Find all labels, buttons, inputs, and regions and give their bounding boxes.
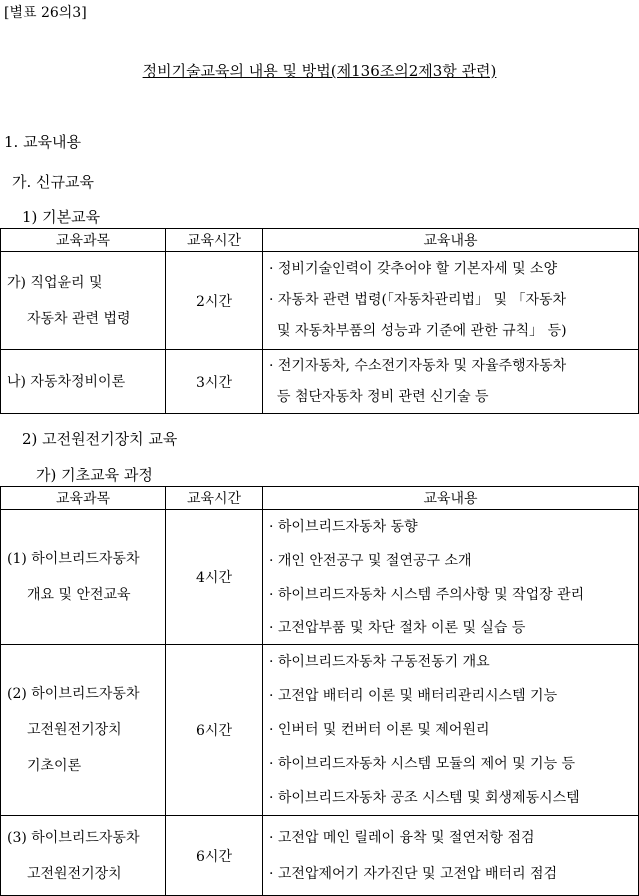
content-cell bbox=[263, 816, 639, 896]
content-line: · 고전압부품 및 차단 절차 이론 및 실습 등 bbox=[269, 620, 526, 636]
section-heading-1: 1. 교육내용 bbox=[4, 133, 82, 151]
subject-cell bbox=[1, 252, 166, 350]
content-line: · 고전압제어기 자가진단 및 고전압 배터리 점검 bbox=[269, 865, 558, 882]
high-voltage-table bbox=[0, 486, 639, 896]
content-cell bbox=[263, 510, 639, 645]
content-line: · 자동차 관련 법령(「자동차관리법」 및 「자동차 bbox=[269, 292, 567, 308]
hours-cell: 2시간 bbox=[166, 252, 263, 350]
header-content: 교육내용 bbox=[263, 229, 639, 252]
subject-line: 고전원전기장치 bbox=[27, 722, 122, 738]
subsection-basic-course: 가) 기초교육 과정 bbox=[36, 466, 153, 484]
table-row bbox=[1, 510, 639, 645]
hours-cell: 4시간 bbox=[166, 510, 263, 645]
table-row bbox=[1, 816, 639, 896]
header-hours: 교육시간 bbox=[166, 229, 263, 252]
page-title bbox=[0, 60, 639, 81]
subject-cell bbox=[1, 350, 166, 414]
section-heading-ga: 가. 신규교육 bbox=[12, 173, 94, 191]
table-row bbox=[1, 252, 639, 350]
header-subject: 교육과목 bbox=[1, 487, 166, 510]
table-header-row bbox=[1, 487, 639, 510]
table-row bbox=[1, 645, 639, 816]
subject-cell bbox=[1, 510, 166, 645]
content-cell bbox=[263, 350, 639, 414]
hours-cell: 6시간 bbox=[166, 816, 263, 896]
hours-cell: 6시간 bbox=[166, 645, 263, 816]
subject-line: 가) 직업윤리 및 bbox=[7, 274, 103, 291]
content-cell bbox=[263, 252, 639, 350]
subject-line: 개요 및 안전교육 bbox=[27, 587, 131, 603]
content-line: · 하이브리드자동차 공조 시스템 및 회생제동시스템 bbox=[269, 790, 580, 806]
subsection-high-voltage: 2) 고전원전기장치 교육 bbox=[22, 430, 178, 448]
subject-cell bbox=[1, 645, 166, 816]
subject-line: (1) 하이브리드자동차 bbox=[7, 551, 140, 567]
subject-line: 고전원전기장치 bbox=[27, 865, 122, 882]
content-line: · 정비기술인력이 갖추어야 할 기본자세 및 소양 bbox=[269, 261, 558, 277]
content-line: · 고전압 배터리 이론 및 배터리관리시스템 기능 bbox=[269, 688, 558, 704]
annex-label: [별표 26의3] bbox=[4, 5, 87, 21]
header-hours: 교육시간 bbox=[166, 487, 263, 510]
page-title-text: 정비기술교육의 내용 및 방법(제136조의2제3항 관련) bbox=[142, 62, 497, 80]
content-line: · 전기자동차, 수소전기자동차 및 자율주행자동차 bbox=[269, 357, 567, 374]
content-line: · 하이브리드자동차 시스템 주의사항 및 작업장 관리 bbox=[269, 587, 585, 603]
table-row bbox=[1, 350, 639, 414]
subject-line: 기초이론 bbox=[27, 758, 82, 774]
subsection-basic: 1) 기본교육 bbox=[22, 208, 101, 226]
subject-line: (2) 하이브리드자동차 bbox=[7, 686, 140, 702]
basic-education-table bbox=[0, 228, 639, 414]
content-line: · 인버터 및 컨버터 이론 및 제어원리 bbox=[269, 722, 490, 738]
subject-line: 나) 자동차정비이론 bbox=[7, 373, 126, 390]
content-line: 및 자동차부품의 성능과 기준에 관한 규칙」 등) bbox=[277, 323, 567, 339]
content-line: · 고전압 메인 릴레이 융착 및 절연저항 점검 bbox=[269, 829, 535, 846]
content-line: 등 첨단자동차 정비 관련 신기술 등 bbox=[277, 388, 489, 405]
header-content: 교육내용 bbox=[263, 487, 639, 510]
table-header-row bbox=[1, 229, 639, 252]
header-subject: 교육과목 bbox=[1, 229, 166, 252]
subject-line: (3) 하이브리드자동차 bbox=[7, 829, 140, 846]
subject-line: 자동차 관련 법령 bbox=[27, 310, 131, 327]
hours-cell: 3시간 bbox=[166, 350, 263, 414]
content-line: · 개인 안전공구 및 절연공구 소개 bbox=[269, 553, 472, 569]
content-line: · 하이브리드자동차 시스템 모듈의 제어 및 기능 등 bbox=[269, 756, 576, 772]
content-line: · 하이브리드자동차 동향 bbox=[269, 519, 418, 535]
content-cell bbox=[263, 645, 639, 816]
content-line: · 하이브리드자동차 구동전동기 개요 bbox=[269, 654, 490, 670]
subject-cell bbox=[1, 816, 166, 896]
